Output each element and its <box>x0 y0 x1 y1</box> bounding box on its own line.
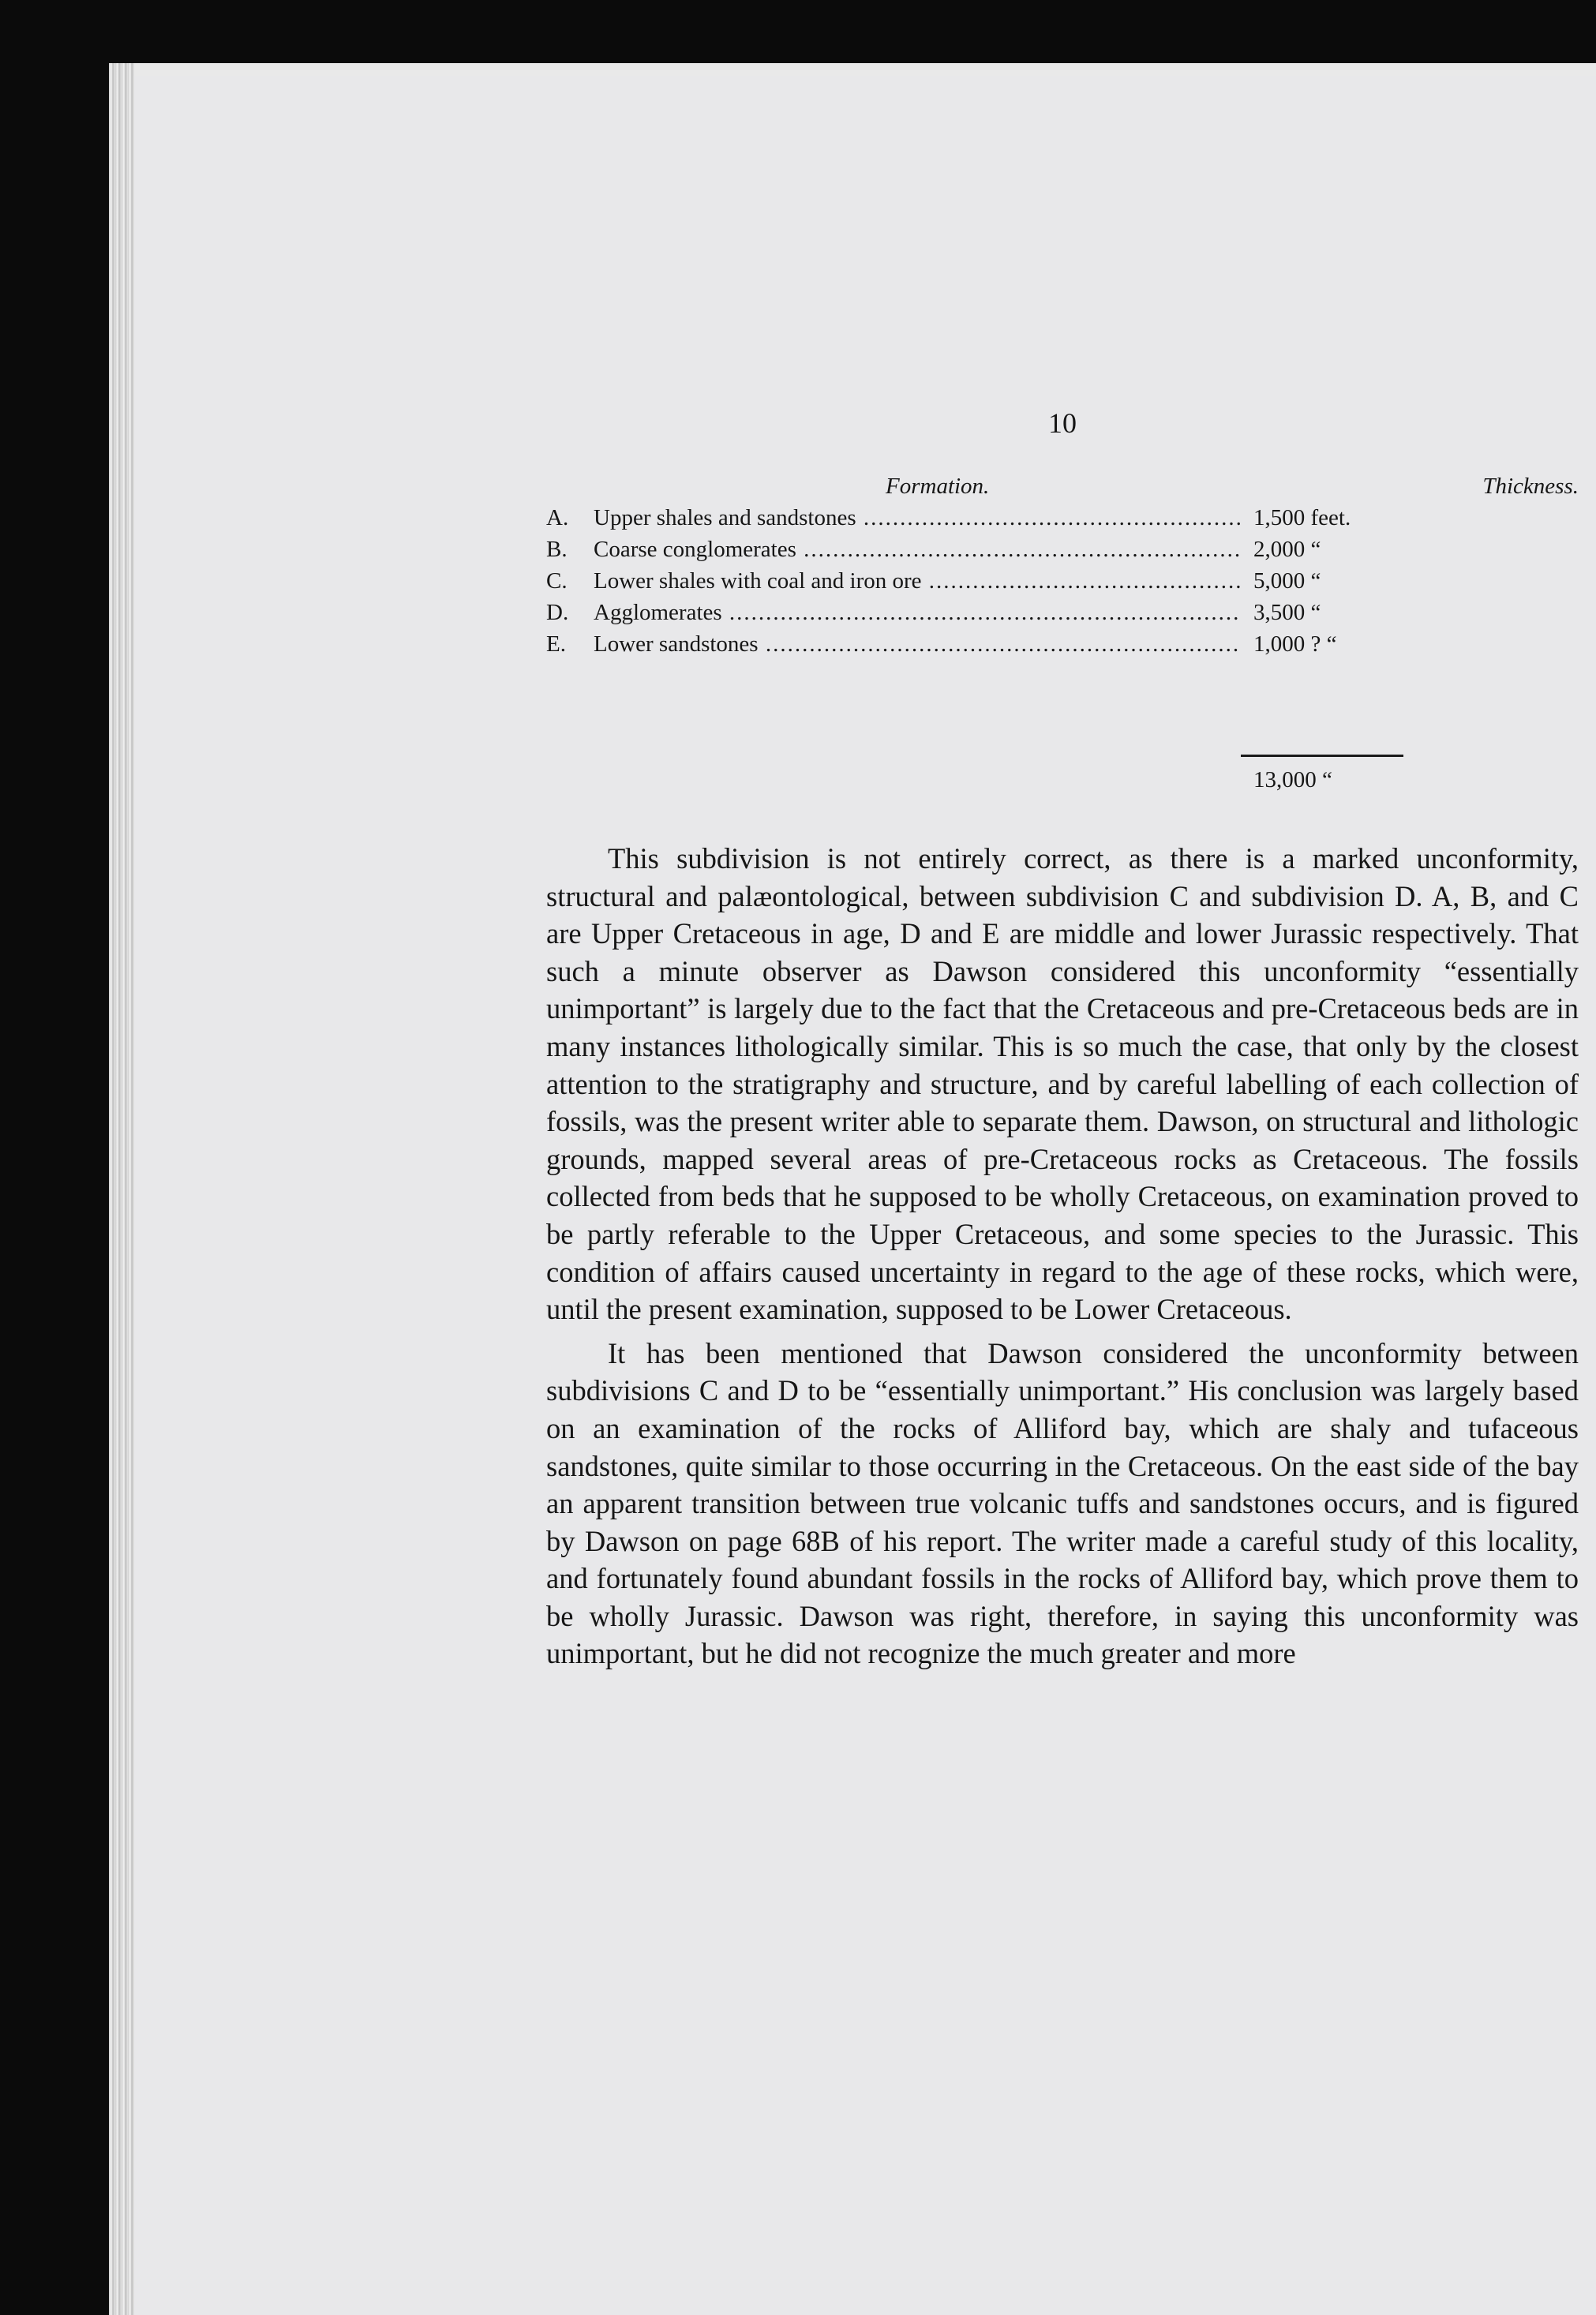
table-row <box>546 505 1579 537</box>
table-row <box>546 631 1579 663</box>
total-rule <box>1241 755 1403 757</box>
row-thickness: 1,500 feet. <box>1253 505 1351 530</box>
row-letter: C. <box>546 568 568 594</box>
formation-table <box>546 474 1579 792</box>
row-formation: Lower sandstones ..... <box>594 631 1241 657</box>
total-thickness: 13,000 “ <box>1253 767 1332 792</box>
table-row <box>546 600 1579 631</box>
row-thickness: 1,000 ? “ <box>1253 631 1337 657</box>
row-formation: Lower shales with coal and iron ore ..... <box>594 568 1241 594</box>
table-header <box>546 474 1579 505</box>
row-thickness: 5,000 “ <box>1253 568 1321 594</box>
page-edges <box>109 63 134 2315</box>
page <box>134 76 1596 2315</box>
row-letter: E. <box>546 631 566 657</box>
table-row <box>546 568 1579 600</box>
row-letter: B. <box>546 537 568 562</box>
row-letter: D. <box>546 600 569 625</box>
page-number: 10 <box>1048 407 1077 439</box>
row-letter: A. <box>546 505 569 530</box>
row-formation: Agglomerates ..... <box>594 600 1241 626</box>
body-text <box>546 840 1579 1673</box>
row-thickness: 3,500 “ <box>1253 600 1321 625</box>
paragraph: It has been mentioned that Dawson considered the unconformity between subdivisions C and D to be “essentially unimportant.” His conclusion was largely based on an examination of the rocks of Alliford bay, which are shaly and tufaceous sandstones, quite similar to those occurring in the Cretaceous. On the east side of the bay an apparent transition between true volcanic tuffs and sandstones occurs, and is figured by Dawson on page 68B of his report. The writer made a careful study of this locality, and fortunately found abundant fossils in the rocks of Alliford bay, which prove them to be wholly Jurassic. Dawson was right, therefore, in saying this unconformity was unimportant, but he did not recognize the much greater and more <box>546 1336 1579 1670</box>
formation-header: Formation. <box>886 474 990 499</box>
thickness-header: Thickness. <box>1482 474 1579 499</box>
row-formation: Upper shales and sandstones ..... <box>594 505 1241 531</box>
table-row <box>546 537 1579 568</box>
row-thickness: 2,000 “ <box>1253 537 1321 562</box>
row-formation: Coarse conglomerates ..... <box>594 537 1241 563</box>
paragraph: This subdivision is not entirely correct, as there is a marked unconformity, structural and palæontological, between subdivision C and subdivision D. A, B, and C are Upper Cretaceous in age, D and E are middle and lower Jurassic respectively. That such a minute observer as Dawson considered this unconformity “essentially unimportant” is largely due to the fact that the Cretaceous and pre-Cretaceous beds are in many instances lithologically similar. This is so much the case, that only by the closest attention to the stratigraphy and structure, and by careful labelling of each collection of fossils, was the present writer able to separate them. Dawson, on structural and lithologic grounds, mapped several areas of pre-Cretaceous rocks as Cretaceous. The fossils collected from beds that he supposed to be wholly Cretaceous, on examination proved to be partly referable to the Upper Cretaceous, and some species to the Jurassic. This condition of affairs caused uncertainty in regard to the age of these rocks, which were, until the present examination, supposed to be Lower Cretaceous. <box>546 842 1579 1326</box>
